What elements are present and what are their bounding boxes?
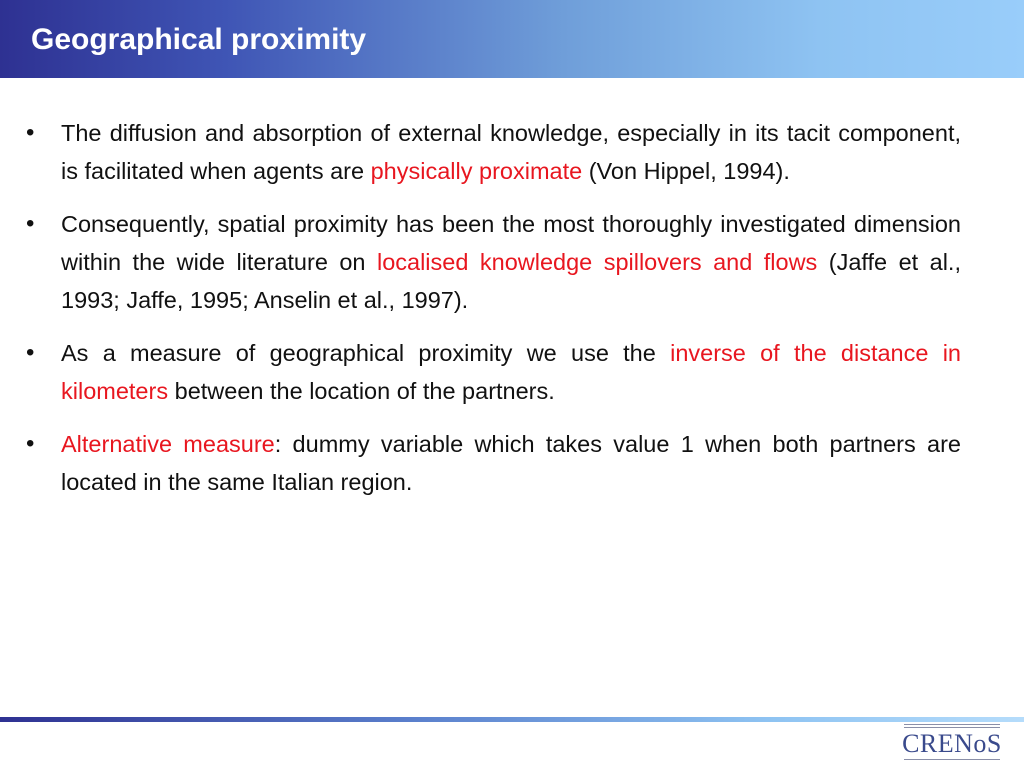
crenos-logo [902, 722, 1002, 764]
bullet-text-part: Consequently, spatial proximity has been the most thoroughly investigated dimension within the wide literature on [61, 211, 961, 275]
bullet-text-part: As a measure of geographical proximity we use the [61, 340, 671, 366]
title-bar [0, 0, 1024, 78]
bullet-dot-icon: • [26, 339, 35, 366]
bullet-list [0, 114, 1024, 516]
bullet-dot-icon: • [26, 119, 35, 146]
highlighted-text: localised knowledge spillovers and flows [376, 249, 818, 275]
bullet-text-part: The diffusion and absorption of external knowledge, especially in its tacit component, is facilitated when agents are [61, 120, 961, 184]
highlighted-text: physically proximate [370, 158, 583, 184]
logo-rule-bottom [904, 759, 1000, 762]
bullet-item [0, 334, 961, 410]
bullet-text-part: between the location of the partners. [168, 378, 555, 404]
highlighted-text: Alternative measure [61, 431, 275, 457]
slide-title: Geographical proximity [31, 23, 367, 56]
bullet-item [0, 205, 961, 319]
bullet-text-part: (Jaffe et al., 1993; Jaffe, 1995; Anselin et al., 1997). [61, 249, 961, 313]
bullet-dot-icon: • [26, 210, 35, 237]
bullet-item [0, 114, 961, 190]
footer-divider [0, 717, 1024, 722]
highlighted-text: inverse of the distance in kilometers [61, 340, 961, 404]
logo-wordmark: CRENoS [902, 729, 1002, 758]
bullet-dot-icon: • [26, 430, 35, 457]
bullet-item [0, 425, 961, 501]
bullet-text-part: (Von Hippel, 1994). [582, 158, 790, 184]
bullet-text-part: : dummy variable which takes value 1 when both partners are located in the same Italian region. [61, 431, 961, 495]
logo-rule-top [904, 724, 1000, 728]
